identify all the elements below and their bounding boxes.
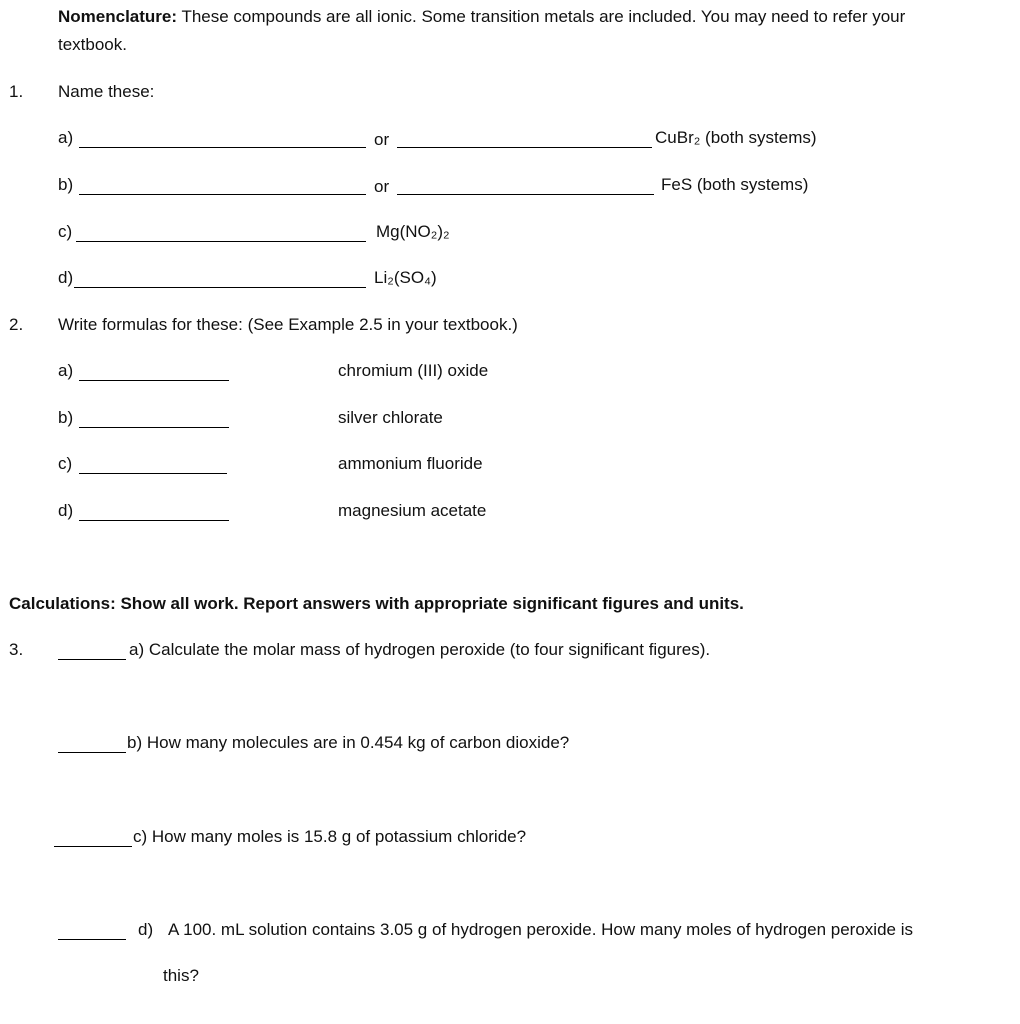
q1a-answer-blank-2[interactable] bbox=[397, 147, 652, 148]
q2-prompt: Write formulas for these: (See Example 2.5 in your textbook.) bbox=[58, 315, 518, 334]
q1a-answer-blank-1[interactable] bbox=[79, 147, 366, 148]
q3d-text-line1: A 100. mL solution contains 3.05 g of hydrogen peroxide. How many moles of hydrogen peroxide is bbox=[168, 920, 913, 939]
q1d-answer-blank[interactable] bbox=[74, 287, 366, 288]
q1a-or: or bbox=[374, 130, 390, 149]
q1b-answer-blank-2[interactable] bbox=[397, 194, 654, 195]
q1b-or: or bbox=[374, 177, 390, 196]
q2d-answer-blank[interactable] bbox=[79, 520, 229, 521]
header-line2: textbook. bbox=[58, 35, 127, 54]
q3-number: 3. bbox=[9, 640, 24, 659]
q2d-name: magnesium acetate bbox=[338, 501, 487, 520]
q2-number: 2. bbox=[9, 315, 24, 334]
q1c-answer-blank[interactable] bbox=[76, 241, 366, 242]
q1b-formula: FeS (both systems) bbox=[661, 175, 809, 194]
q3b-text: b) How many molecules are in 0.454 kg of carbon dioxide? bbox=[127, 733, 570, 752]
q2a-name: chromium (III) oxide bbox=[338, 361, 489, 380]
q2b-answer-blank[interactable] bbox=[79, 427, 229, 428]
q1-number: 1. bbox=[9, 82, 24, 101]
q3d-text-line2: this? bbox=[163, 966, 199, 985]
q3a-answer-blank[interactable] bbox=[58, 659, 126, 660]
q2a-label: a) bbox=[58, 361, 74, 380]
q2d-label: d) bbox=[58, 501, 74, 520]
q2c-name: ammonium fluoride bbox=[338, 454, 483, 473]
header-text bbox=[58, 7, 905, 27]
q2c-label: c) bbox=[58, 454, 73, 473]
q3c-text: c) How many moles is 15.8 g of potassium chloride? bbox=[133, 827, 527, 846]
q1b-label: b) bbox=[58, 175, 74, 194]
q3c-answer-blank[interactable] bbox=[54, 846, 132, 847]
q3b-answer-blank[interactable] bbox=[58, 752, 126, 753]
q2b-label: b) bbox=[58, 408, 74, 427]
q2a-answer-blank[interactable] bbox=[79, 380, 229, 381]
q1-prompt: Name these: bbox=[58, 82, 155, 101]
q1d-label: d) bbox=[58, 268, 74, 287]
q2b-name: silver chlorate bbox=[338, 408, 443, 427]
nomenclature-label: Nomenclature: bbox=[58, 7, 178, 26]
q1b-answer-blank-1[interactable] bbox=[79, 194, 366, 195]
q1c-label: c) bbox=[58, 222, 73, 241]
q1c-formula: Mg(NO₂)₂ bbox=[376, 222, 450, 241]
q1d-formula: Li₂(SO₄) bbox=[374, 268, 437, 287]
q1a-formula: CuBr₂ (both systems) bbox=[655, 128, 817, 147]
calculations-heading: Calculations: Show all work. Report answers with appropriate significant figures and units. bbox=[9, 594, 744, 613]
q1a-label: a) bbox=[58, 128, 74, 147]
q3d-label: d) bbox=[138, 920, 154, 939]
q3d-answer-blank[interactable] bbox=[58, 939, 126, 940]
q3a-text: a) Calculate the molar mass of hydrogen peroxide (to four significant figures). bbox=[129, 640, 711, 659]
header-line1: These compounds are all ionic. Some transition metals are included. You may need to refer your bbox=[181, 7, 906, 26]
q2c-answer-blank[interactable] bbox=[79, 473, 227, 474]
